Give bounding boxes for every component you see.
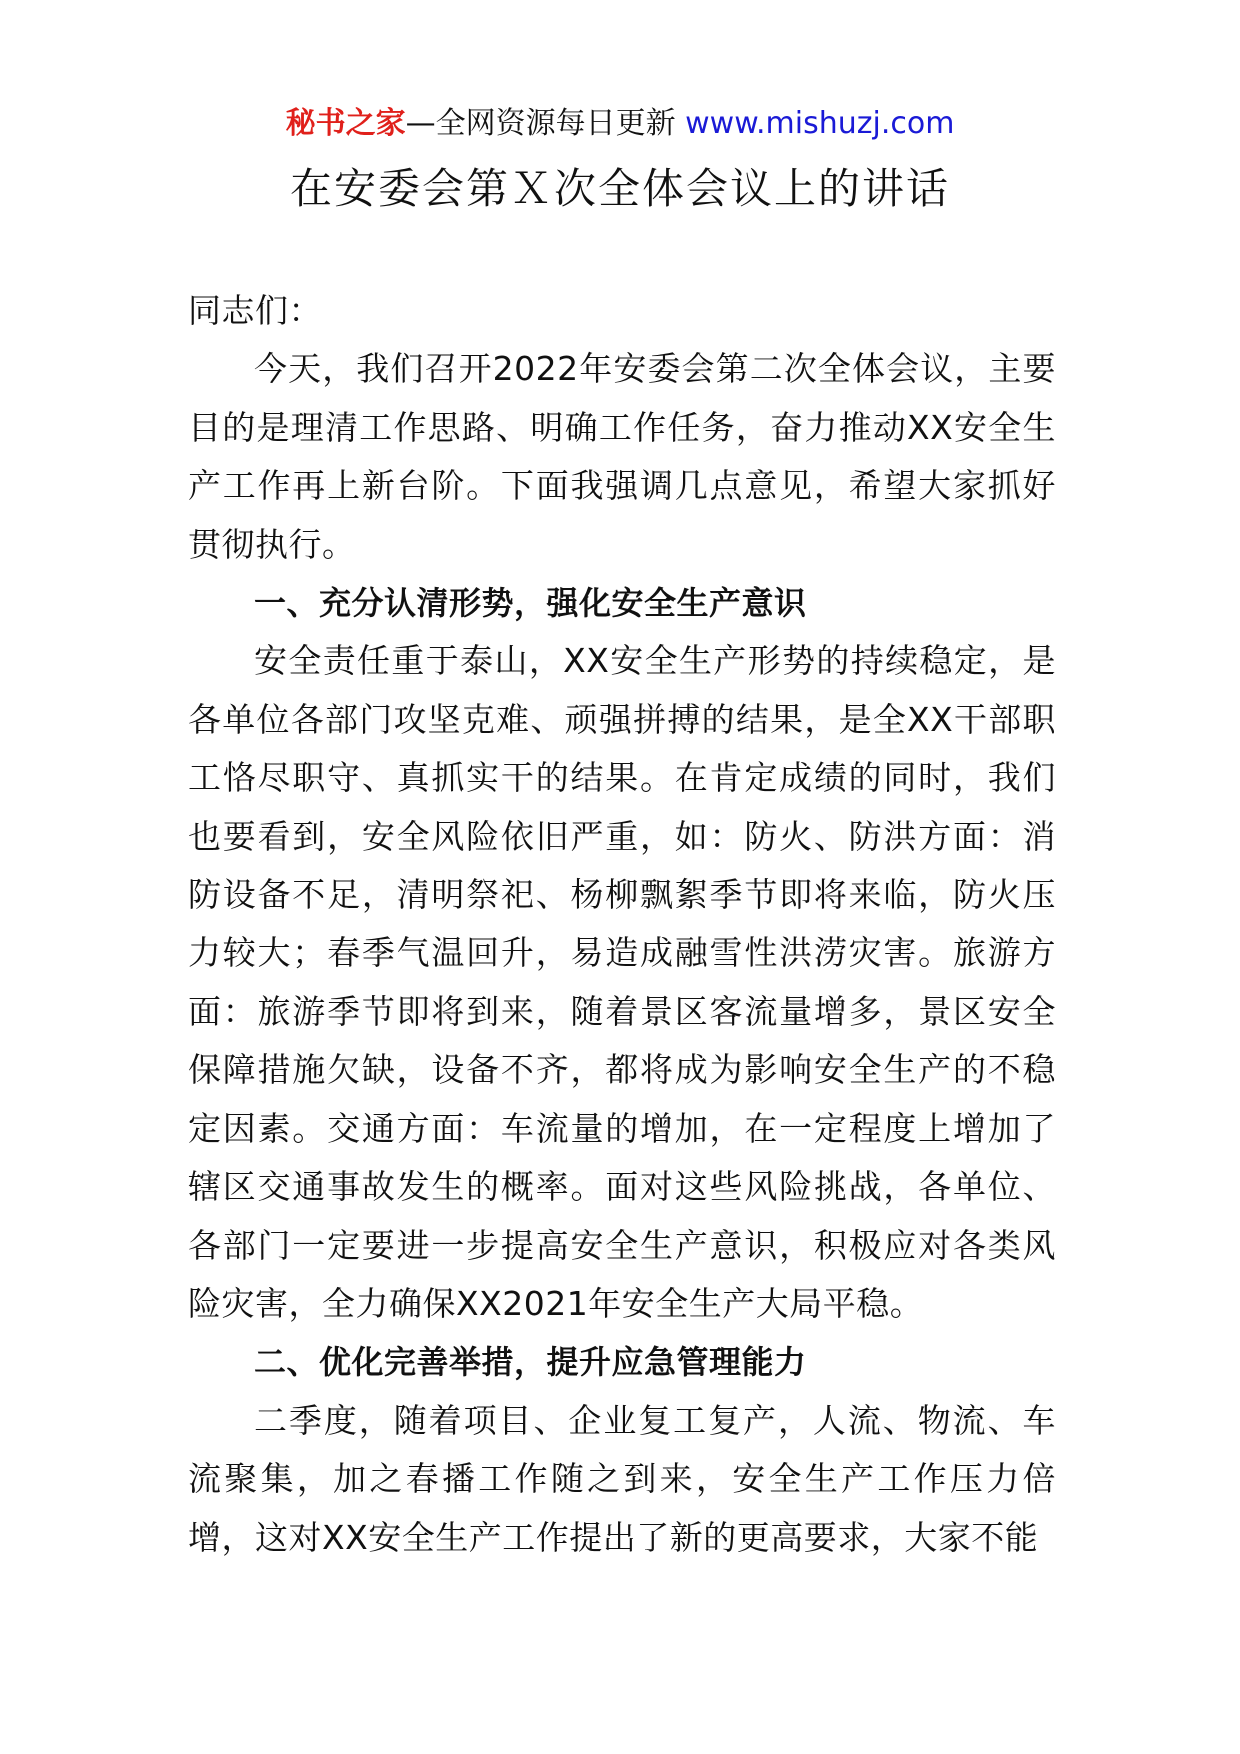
salutation: 同志们： <box>188 291 322 330</box>
header-slogan: —全网资源每日更新 <box>405 106 676 141</box>
section-heading-1: 一、充分认清形势，强化安全生产意识 <box>254 584 807 623</box>
document-title: 在安委会第Ｘ次全体会议上的讲话 <box>289 164 950 213</box>
website-link[interactable]: www.mishuzj.com <box>685 106 955 141</box>
paragraph-intro: 今天，我们召开2022年安委会第二次全体会议，主要目的是理清工作思路、明确工作任务，奋力推动XX安全生产工作再上新台阶。下面我强调几点意见，希望大家抓好贯彻执行。 <box>188 349 1056 564</box>
watermark-header <box>0 104 1240 144</box>
brand-name: 秘书之家 <box>285 106 406 141</box>
section-heading-2: 二、优化完善举措，提升应急管理能力 <box>254 1343 807 1382</box>
document-body <box>188 282 1056 1567</box>
paragraph-section-2: 二季度，随着项目、企业复工复产，人流、物流、车流聚集，加之春播工作随之到来，安全生产工作压力倍增，这对XX安全生产工作提出了新的更高要求，大家不能 <box>188 1400 1056 1557</box>
paragraph-section-1: 安全责任重于泰山，XX安全生产形势的持续稳定，是各单位各部门攻坚克难、顽强拼搏的结果，是全XX干部职工恪尽职守、真抓实干的结果。在肯定成绩的同时，我们也要看到，安全风险依旧严重，如：防火、防洪方面：消防设备不足，清明祭祀、杨柳飘絮季节即将来临，防火压力较大；春季气温回升，易造成融雪性洪涝灾害。旅游方面：旅游季节即将到来，随着景区客流量增多，景区安全保障措施欠缺，设备不齐，都将成为影响安全生产的不稳定因素。交通方面：车流量的增加，在一定程度上增加了辖区交通事故发生的概率。面对这些风险挑战，各单位、各部门一定要进一步提高安全生产意识，积极应对各类风险灾害，全力确保XX2021年安全生产大局平稳。 <box>188 641 1056 1323</box>
